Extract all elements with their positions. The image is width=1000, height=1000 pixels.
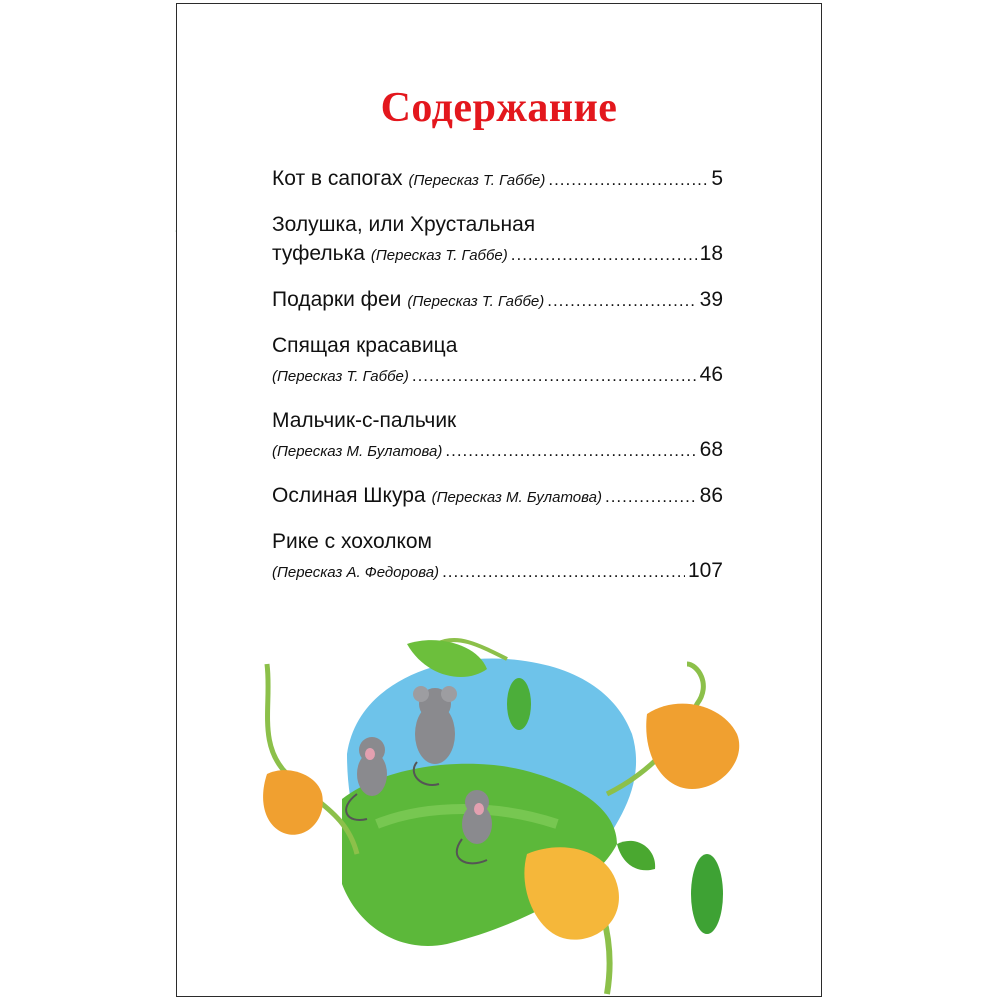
leader-dots xyxy=(442,557,685,586)
book-page xyxy=(176,3,822,997)
entry-credit: (Пересказ Т. Габбе) xyxy=(407,293,545,310)
cucumber xyxy=(691,854,723,934)
cucumber xyxy=(507,678,531,730)
page-title: Содержание xyxy=(380,85,618,131)
toc-entry[interactable] xyxy=(272,527,723,587)
entry-title: Золушка, или Хрустальная xyxy=(272,213,536,236)
entry-title: Спящая красавица xyxy=(272,334,458,357)
entry-title: Рике с хохолком xyxy=(272,530,432,553)
entry-title-continued: туфелька xyxy=(272,242,365,265)
entry-page-number: 68 xyxy=(699,438,723,461)
toc-entry[interactable] xyxy=(272,210,723,270)
entry-credit: (Пересказ А. Федорова) xyxy=(272,564,440,581)
leader-dots xyxy=(547,286,696,315)
green-leaf xyxy=(617,841,655,870)
orange-leaf xyxy=(646,704,739,789)
entry-credit: (Пересказ Т. Габбе) xyxy=(272,368,409,385)
leader-dots xyxy=(445,436,696,465)
entry-page-number: 86 xyxy=(699,484,723,507)
toc-entry[interactable] xyxy=(272,164,723,195)
entry-credit: (Пересказ М. Булатова) xyxy=(272,443,443,460)
table-of-contents xyxy=(272,164,723,602)
entry-page-number: 18 xyxy=(699,242,723,265)
entry-title: Кот в сапогах xyxy=(272,167,403,190)
entry-credit: (Пересказ М. Булатова) xyxy=(431,489,602,506)
leader-dots xyxy=(605,482,697,511)
entry-page-number: 46 xyxy=(699,363,723,386)
leader-dots xyxy=(412,361,697,390)
entry-page-number: 39 xyxy=(699,288,723,311)
leader-dots xyxy=(511,240,697,269)
mice-illustration xyxy=(177,624,822,997)
toc-entry[interactable] xyxy=(272,285,723,316)
entry-title: Ослиная Шкура xyxy=(272,484,426,507)
toc-entry[interactable] xyxy=(272,406,723,466)
orange-leaf xyxy=(263,770,323,835)
entry-title: Подарки феи xyxy=(272,288,402,311)
entry-page-number: 5 xyxy=(711,167,723,190)
leader-dots xyxy=(548,165,708,194)
entry-page-number: 107 xyxy=(687,559,723,582)
toc-entry[interactable] xyxy=(272,331,723,391)
entry-title: Мальчик-с-пальчик xyxy=(272,409,457,432)
toc-entry[interactable] xyxy=(272,481,723,512)
entry-credit: (Пересказ Т. Габбе) xyxy=(370,247,508,264)
entry-credit: (Пересказ Т. Габбе) xyxy=(408,172,546,189)
